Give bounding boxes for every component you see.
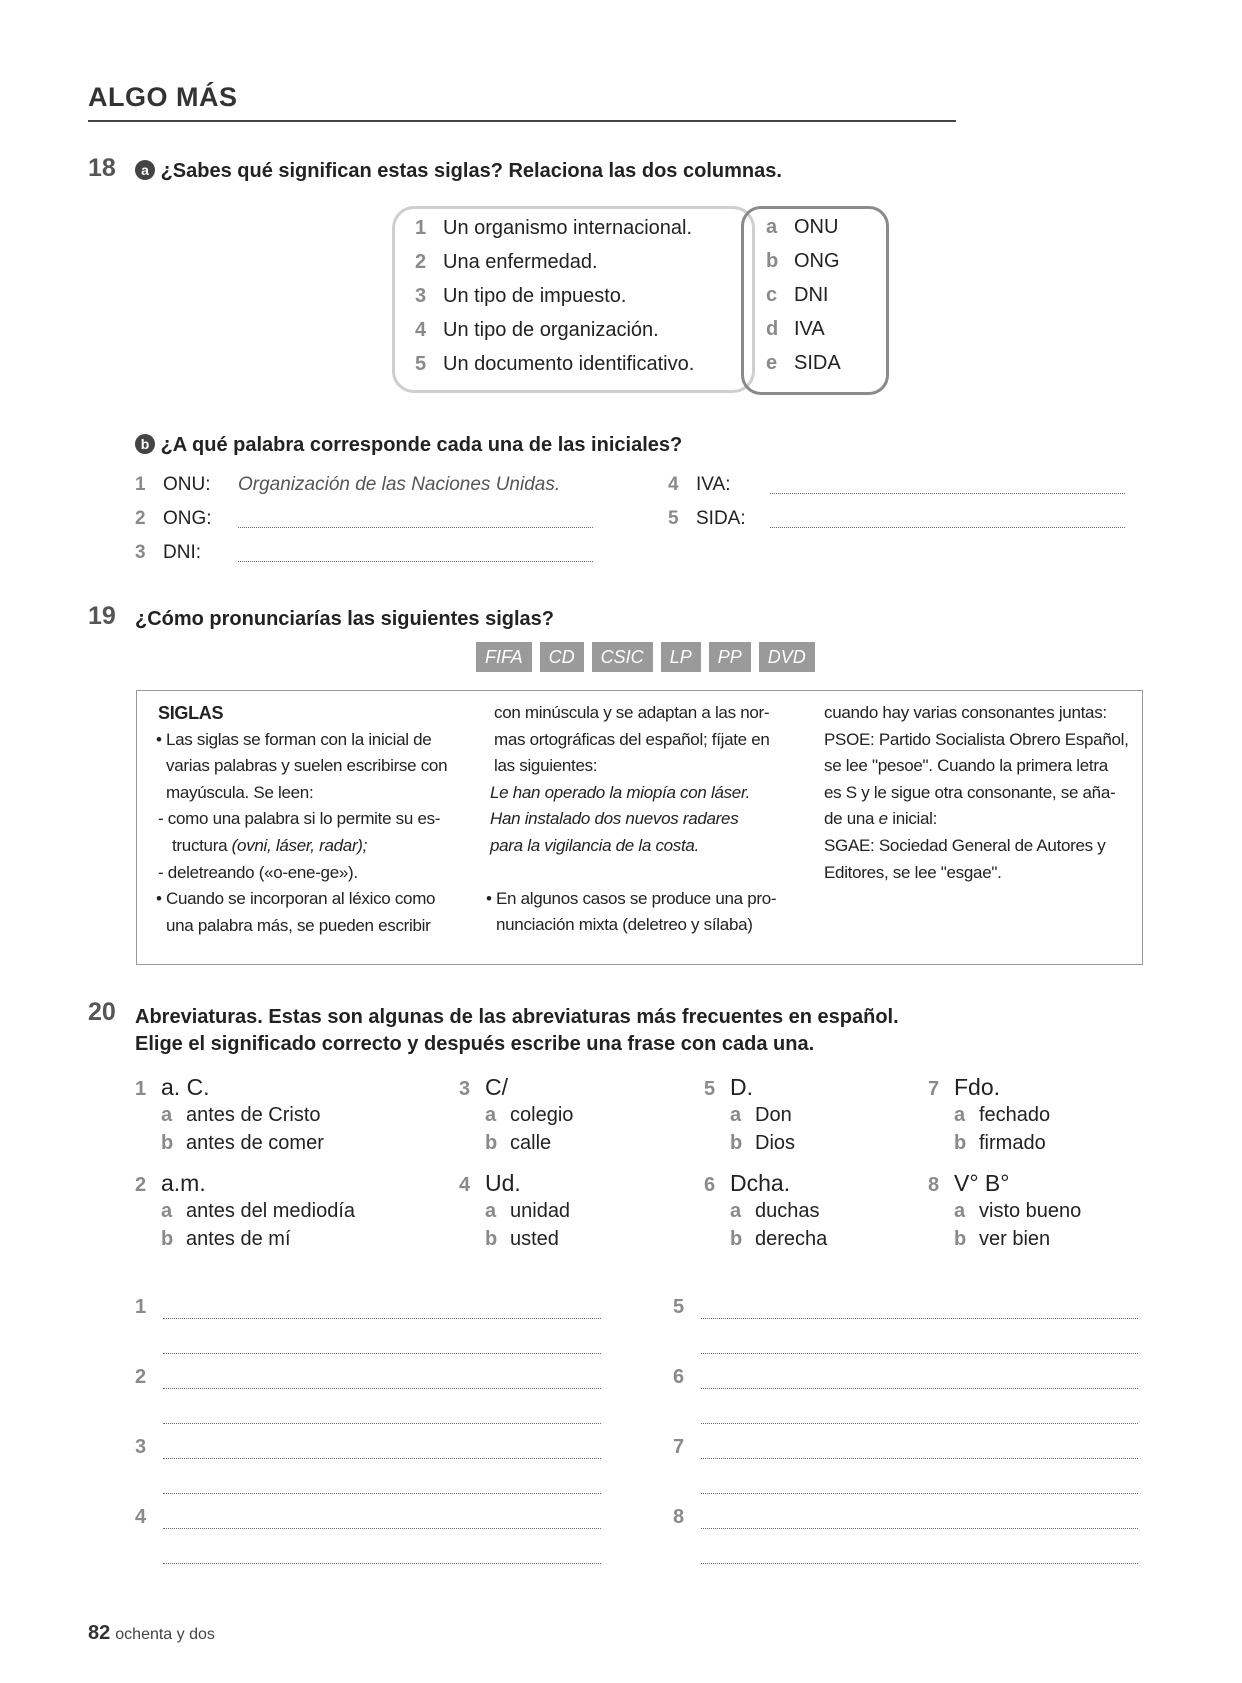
info-column-1: SIGLAS • Las siglas se forman con la inicial de varias palabras y suelen escribirse con mayúscula. Se leen: - como una palabra si lo permite su es- tructura (ovni, láser, radar); - deletreando («o-ene-ge»). • Cuando se incorporan al léxico como una palabra más, se pueden escribir [158, 700, 468, 939]
option-a[interactable]: a duchas [730, 1200, 820, 1222]
left-item[interactable]: 5 Un documento identificativo. [415, 353, 695, 375]
write-number: 6 [673, 1366, 685, 1388]
exercise-19-number: 19 [88, 602, 116, 630]
option-a[interactable]: a unidad [485, 1200, 571, 1222]
option-b[interactable]: b calle [485, 1132, 552, 1154]
option-a[interactable]: a antes del mediodía [161, 1200, 356, 1222]
option-b[interactable]: b Dios [730, 1132, 796, 1154]
page-number-words: ochenta y dos [115, 1626, 215, 1643]
right-item[interactable]: c DNI [766, 284, 829, 306]
abbreviation-item: 2 a.m. a antes del mediodía b antes de mí [135, 1170, 355, 1253]
writing-line[interactable] [163, 1388, 601, 1389]
answer-example: Organización de las Naciones Unidas. [238, 474, 561, 495]
writing-line[interactable] [701, 1493, 1138, 1494]
option-b[interactable]: b ver bien [954, 1228, 1051, 1250]
answer-row-1: 1 ONU: [135, 474, 211, 495]
option-b[interactable]: b derecha [730, 1228, 828, 1250]
acronym-chip: FIFA [476, 642, 532, 672]
left-column-list [415, 217, 694, 387]
option-b[interactable]: b usted [485, 1228, 559, 1250]
left-item[interactable]: 4 Un tipo de organización. [415, 319, 659, 341]
abbreviation-item: 5 D. a Don b Dios [704, 1074, 795, 1157]
writing-line[interactable] [163, 1563, 601, 1564]
answer-row-2: 2 ONG: [135, 508, 212, 529]
option-a[interactable]: a Don [730, 1104, 792, 1126]
abbreviation-item: 4 Ud. a unidad b usted [459, 1170, 570, 1253]
write-number: 4 [135, 1506, 147, 1528]
abbreviation-item: 8 V° B° a visto bueno b ver bien [928, 1170, 1081, 1253]
answer-line-5[interactable] [770, 527, 1125, 528]
abbreviation-item: 7 Fdo. a fechado b firmado [928, 1074, 1050, 1157]
info-column-2: con minúscula y se adaptan a las nor- mas ortográficas del español; fíjate en las siguientes: Le han operado la miopía con láser. Han instalado dos nuevos radares para la vigilancia de la costa. • En algunos casos se produce una pro- nunciación mixta (deletreo y sílaba) [490, 700, 800, 939]
writing-line[interactable] [163, 1493, 601, 1494]
write-number: 5 [673, 1296, 685, 1318]
exercise-20-instruction: Abreviaturas. Estas son algunas de las abreviaturas más frecuentes en español. Elige el significado correcto y después escribe una frase con cada una. [135, 1006, 899, 1055]
right-item[interactable]: b ONG [766, 250, 840, 272]
badge-b-icon: b [135, 434, 155, 454]
writing-line[interactable] [701, 1563, 1138, 1564]
answer-row-3: 3 DNI: [135, 542, 201, 563]
acronym-chip: CSIC [592, 642, 653, 672]
exercise-18a-instruction [135, 160, 782, 183]
write-number: 8 [673, 1506, 685, 1528]
instruction-text: ¿A qué palabra corresponde cada una de las iniciales? [160, 434, 683, 456]
section-title: ALGO MÁS [88, 82, 238, 112]
answer-row-4: 4 IVA: [668, 474, 731, 495]
page-number: 82 [88, 1622, 111, 1644]
exercise-19-instruction: ¿Cómo pronunciarías las siguientes siglas? [135, 608, 554, 630]
writing-line[interactable] [163, 1353, 601, 1354]
abbreviation-item: 1 a. C. a antes de Cristo b antes de comer [135, 1074, 324, 1157]
answer-row-5: 5 SIDA: [668, 508, 746, 529]
write-number: 3 [135, 1436, 147, 1458]
abbreviation-item: 6 Dcha. a duchas b derecha [704, 1170, 827, 1253]
writing-line[interactable] [701, 1458, 1138, 1459]
badge-a-icon: a [135, 160, 155, 180]
option-a[interactable]: a visto bueno [954, 1200, 1082, 1222]
option-b[interactable]: b antes de comer [161, 1132, 324, 1154]
writing-line[interactable] [701, 1423, 1138, 1424]
acronym-chip: DVD [759, 642, 815, 672]
option-b[interactable]: b firmado [954, 1132, 1046, 1154]
acronym-chips [476, 642, 823, 672]
abbreviation-item: 3 C/ a colegio b calle [459, 1074, 573, 1157]
left-item[interactable]: 2 Una enfermedad. [415, 251, 598, 273]
acronym-chip: PP [709, 642, 751, 672]
acronym-chip: LP [661, 642, 701, 672]
option-a[interactable]: a colegio [485, 1104, 574, 1126]
writing-line[interactable] [163, 1318, 601, 1319]
exercise-18-number: 18 [88, 154, 116, 182]
acronym-chip: CD [540, 642, 584, 672]
writing-line[interactable] [163, 1528, 601, 1529]
write-number: 7 [673, 1436, 685, 1458]
exercise-20-number: 20 [88, 998, 116, 1026]
option-a[interactable]: a fechado [954, 1104, 1051, 1126]
page-footer [88, 1622, 215, 1645]
writing-line[interactable] [701, 1388, 1138, 1389]
writing-line[interactable] [163, 1458, 601, 1459]
writing-line[interactable] [701, 1318, 1138, 1319]
write-number: 2 [135, 1366, 147, 1388]
exercise-18b-instruction [135, 434, 682, 457]
right-column-list [766, 216, 841, 386]
writing-line[interactable] [701, 1353, 1138, 1354]
right-item[interactable]: d IVA [766, 318, 825, 340]
writing-line[interactable] [163, 1423, 601, 1424]
instruction-text: ¿Sabes qué significan estas siglas? Relaciona las dos columnas. [160, 160, 782, 182]
writing-line[interactable] [701, 1528, 1138, 1529]
info-heading: SIGLAS [158, 703, 224, 723]
left-item[interactable]: 1 Un organismo internacional. [415, 217, 693, 239]
info-column-3: cuando hay varias consonantes juntas: PSOE: Partido Socialista Obrero Español, se lee "pesoe". Cuando la primera letra es S y le sigue otra consonante, se aña- de una e inicial: SGAE: Sociedad General de Autores y Editores, se lee "esgae". [824, 703, 1129, 882]
option-a[interactable]: a antes de Cristo [161, 1104, 321, 1126]
answer-line-4[interactable] [770, 493, 1125, 494]
answer-line-2[interactable] [238, 527, 593, 528]
option-b[interactable]: b antes de mí [161, 1228, 291, 1250]
left-item[interactable]: 3 Un tipo de impuesto. [415, 285, 627, 307]
write-number: 1 [135, 1296, 147, 1318]
right-item[interactable]: a ONU [766, 216, 839, 238]
title-divider [88, 120, 956, 122]
right-item[interactable]: e SIDA [766, 352, 841, 374]
answer-line-3[interactable] [238, 561, 593, 562]
